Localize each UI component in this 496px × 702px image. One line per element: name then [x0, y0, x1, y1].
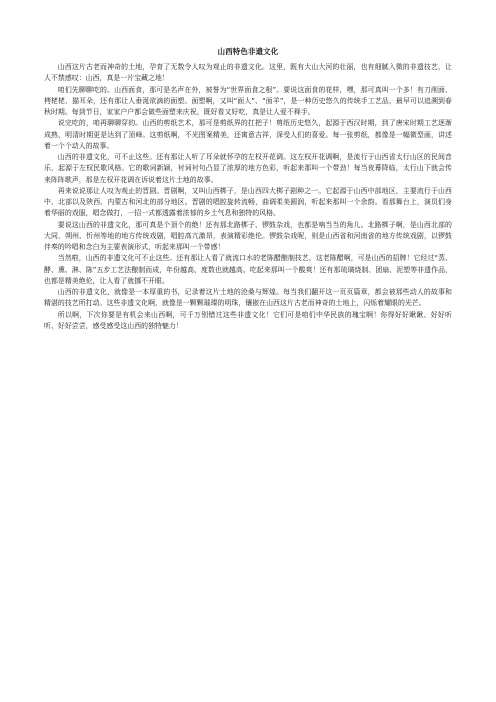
paragraph: 说完吃的，咱再聊聊穿的。山西的剪纸艺术，那可是剪纸界的扛把子！剪纸历史悠久，起源于西汉时期，到了唐宋时期工艺逐渐成熟，明清时期更是达到了顶峰。这剪纸啊，不光图案精美，还寓意吉祥，深受人们的喜爱。每一张剪纸，都像是一幅微型画，讲述着一个个动人的故事。	[44, 119, 452, 150]
paragraph: 山西的非遗文化，可不止这些。还有那让人听了耳朵就怀孕的左权开花调。这左权开花调啊，是流行于山西省太行山区的民间音乐，起源于左权民歌风格。它的歌词新颖，衬词衬句凸显了浓厚的地方色彩，听起来那叫一个带劲！每当夜幕降临，太行山下就会传来阵阵歌声，那是左权开花调在诉说着这片土地的故事。	[44, 153, 452, 184]
paragraph: 山西这片古老而神奇的土地，孕育了无数令人叹为观止的非遗文化。这里，既有大山大河的壮丽，也有细腻入微的非遗技艺，让人不禁感叹：山西，真是一片宝藏之地！	[44, 63, 452, 83]
document-page	[44, 0, 452, 332]
paragraph: 当然啦，山西的非遗文化可不止这些。还有那让人看了就流口水的老陈醋酿制技艺，这老陈醋啊，可是山西的招牌！它经过“蒸、酵、熏、淋、陈”五步工艺法酿制而成，年份越高，度数也就越高。吃起来那叫一个酸爽！还有那琉璃烧制、团扇、泥塑等非遗作品，也都是精美绝伦，让人看了就挪不开眼。	[44, 254, 452, 285]
paragraph: 再来说说那让人叹为观止的晋剧。晋剧啊，又叫山西梆子，是山西四大梆子剧种之一。它起源于山西中部地区，主要流行于山西中、北部以及陕西、内蒙古和河北的部分地区。晋剧的唱腔旋转流畅，曲调柔美圆润，听起来那叫一个余韵。看那舞台上，演员们身着华丽的戏服，唱念做打，一招一式都透露着浓郁的乡土气息和独特的风格。	[44, 186, 452, 218]
document-title: 山西特色非遗文化	[217, 47, 279, 56]
paragraph: 要说这山西的非遗文化，那可真是个顶个的绝！还有那北路梆子、锣鼓杂戏，也都是响当当的角儿。北路梆子啊，是山西北部的大同、朔州、忻州等地的地方传统戏剧，唱腔高亢激昂，表演精彩绝伦。锣鼓杂戏呢，则是山西省和河南省的地方传统戏剧，以锣鼓伴奏的吟唱和念白为主要表演形式，听起来那叫一个带感！	[44, 220, 452, 251]
paragraph: 咱们先聊聊吃的。山西面食，那可是名声在外，被誉为“世界面食之根”。要说这面食的花样，嘿，那可真叫一个多！有刀削面、栲栳栳、猫耳朵，还有那让人垂涎欲滴的面塑。面塑啊，又叫“面人”、“面羊”，是一种历史悠久的传统手工艺品，最早可以追溯到春秋时期。每到节日，家家户户都会做些面塑来庆祝，既好看又好吃，真是让人爱不释手。	[44, 85, 452, 116]
paragraph: 所以啊，下次你要是有机会来山西啊，可千万别错过这些非遗文化！它们可是咱们中华民族的瑰宝啊！你得好好瞅瞅、好好听听、好好尝尝，感受感受这山西的独特魅力！	[44, 310, 452, 330]
document-body	[44, 62, 452, 332]
paragraph: 山西的非遗文化，就像是一本厚重的书，记录着这片土地的沧桑与辉煌。每当我们翻开这一页页篇章，都会被那些动人的故事和精湛的技艺所打动。这些非遗文化啊，就像是一颗颗璀璨的明珠，镶嵌在山西这片古老而神奇的土地上，闪烁着耀眼的光芒。	[44, 288, 452, 308]
